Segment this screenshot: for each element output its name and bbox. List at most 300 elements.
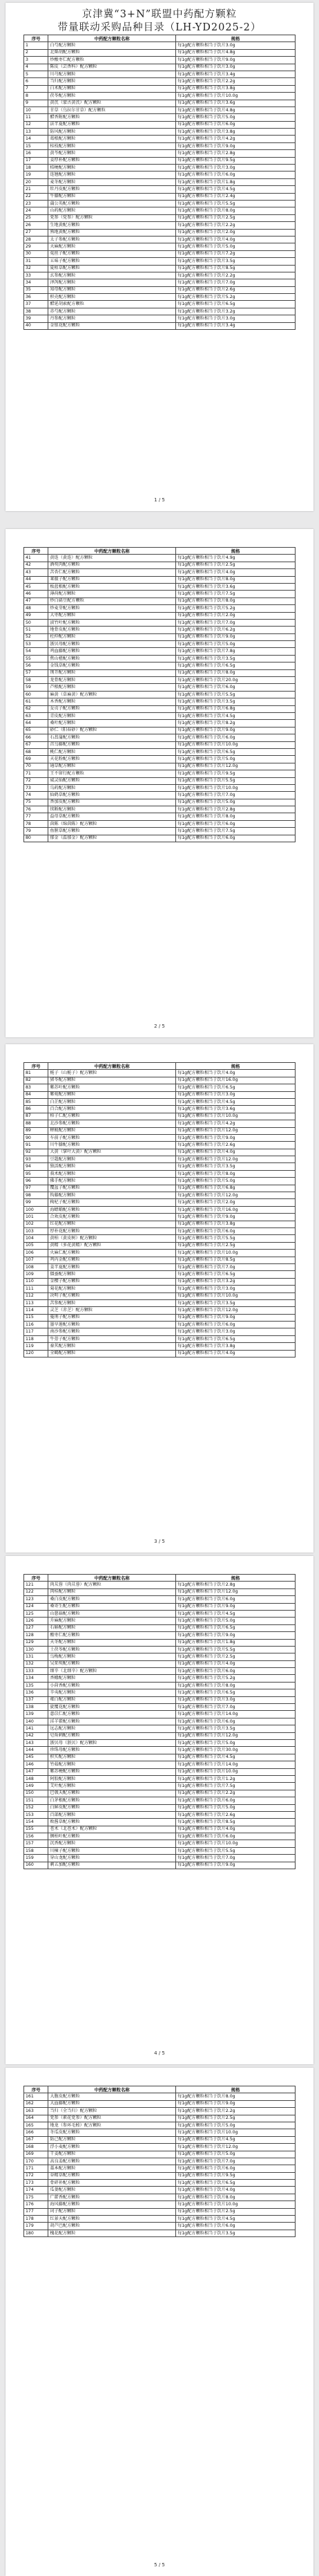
row-number: 152: [24, 1804, 48, 1811]
row-number: 154: [24, 1819, 48, 1826]
table-row: [24, 85, 296, 92]
row-spec: 每1g配方颗粒相当于饮片4.2g: [176, 136, 296, 142]
row-number: 58: [24, 677, 48, 684]
table-row: [24, 172, 296, 178]
row-number: 164: [24, 2115, 48, 2122]
table-row: [24, 2194, 296, 2200]
row-spec: 每1g配方颗粒相当于饮片7.0g: [176, 279, 296, 286]
row-number: 115: [24, 1314, 48, 1321]
row-name: 荆芥配方颗粒: [48, 669, 176, 676]
row-number: 147: [24, 1768, 48, 1775]
row-number: 63: [24, 712, 48, 719]
row-spec: 每1g配方颗粒相当于饮片5.0g: [176, 1739, 296, 1746]
row-name: 蒲公英配方颗粒: [48, 200, 176, 207]
table-row: [24, 627, 296, 633]
row-spec: 每1g配方颗粒相当于饮片2.0g: [176, 1199, 296, 1206]
row-name: 牡丹皮配方颗粒: [48, 186, 176, 193]
row-spec: 每1g配方颗粒相当于饮片7.5g: [176, 591, 296, 597]
row-name: 菊花配方颗粒: [48, 1286, 176, 1292]
row-name: 蔓荆子配方颗粒: [48, 1314, 176, 1321]
row-spec: 每1g配方颗粒相当于饮片20.0g: [176, 677, 296, 684]
table-row: [24, 1335, 296, 1342]
row-number: 83: [24, 1084, 48, 1091]
row-number: 76: [24, 806, 48, 813]
row-name: 知母配方颗粒: [48, 286, 176, 293]
row-name: 巴戟天配方颗粒: [48, 1790, 176, 1797]
row-number: 146: [24, 1761, 48, 1768]
row-number: 136: [24, 1689, 48, 1696]
table-row: [24, 770, 296, 777]
table-row: [24, 1804, 296, 1811]
row-number: 47: [24, 597, 48, 604]
row-spec: 每1g配方颗粒相当于饮片10.0g: [176, 784, 296, 791]
row-spec: 每1g配方颗粒相当于饮片8.0g: [176, 1170, 296, 1177]
row-number: 161: [24, 2093, 48, 2100]
row-name: 连翘配方颗粒: [48, 172, 176, 178]
table-row: [24, 648, 296, 655]
table-row: [24, 655, 296, 662]
row-spec: 每1g配方颗粒相当于饮片3.5g: [176, 698, 296, 705]
table-row: [24, 1178, 296, 1185]
table-row: [24, 142, 296, 149]
row-number: 62: [24, 705, 48, 712]
row-name: 海风藤配方颗粒: [48, 2201, 176, 2208]
row-spec: 每1g配方颗粒相当于饮片3.5g: [176, 1163, 296, 1170]
table-row: [24, 1632, 296, 1639]
row-name: 土茯苓配方颗粒: [48, 1646, 176, 1653]
row-name: 枸杞子配方颗粒: [48, 1199, 176, 1206]
table-row: [24, 562, 296, 568]
catalog-table: [23, 1062, 296, 1358]
row-name: 乌梅配方颗粒: [48, 1653, 176, 1660]
row-number: 149: [24, 1783, 48, 1790]
row-name: 大血藤配方颗粒: [48, 2100, 176, 2107]
row-spec: 每1g配方颗粒相当于饮片9.5g: [176, 2172, 296, 2179]
table-row: [24, 1610, 296, 1617]
row-spec: 每1g配方颗粒相当于饮片4.5g: [176, 2136, 296, 2143]
row-spec: 每1g配方颗粒相当于饮片10.0g: [176, 93, 296, 100]
row-number: 104: [24, 1235, 48, 1242]
row-number: 72: [24, 777, 48, 784]
row-spec: 每1g配方颗粒相当于饮片4.0g: [176, 1149, 296, 1156]
table-row: [24, 1350, 296, 1357]
row-name: 红景天配方颗粒: [48, 2216, 176, 2223]
row-name: 桂枝配方颗粒: [48, 142, 176, 149]
row-spec: 每1g配方颗粒相当于饮片5.0g: [176, 1618, 296, 1624]
row-spec: 每1g配方颗粒相当于饮片2.5g: [176, 2208, 296, 2215]
row-number: 93: [24, 1156, 48, 1163]
row-spec: 每1g配方颗粒相当于饮片8.0g: [176, 576, 296, 583]
row-number: 96: [24, 1178, 48, 1185]
row-number: 41: [24, 555, 48, 562]
row-name: 香加皮配方颗粒: [48, 799, 176, 806]
row-name: 大黄（掌叶大黄）配方颗粒: [48, 1149, 176, 1156]
table-row: [24, 49, 296, 56]
row-number: 120: [24, 1350, 48, 1357]
table-row: [24, 662, 296, 669]
row-number: 128: [24, 1632, 48, 1639]
row-spec: 每1g配方颗粒相当于饮片4.0g: [176, 1070, 296, 1077]
row-spec: 每1g配方颗粒相当于饮片6.0g: [176, 820, 296, 827]
row-name: 鸡内金配方颗粒: [48, 1257, 176, 1263]
row-name: 麦冬配方颗粒: [48, 178, 176, 185]
row-number: 99: [24, 1199, 48, 1206]
table-row: [24, 1668, 296, 1675]
table-row: [24, 121, 296, 128]
row-spec: 每1g配方颗粒相当于饮片9.0g: [176, 142, 296, 149]
table-row: [24, 1214, 296, 1221]
row-spec: 每1g配方颗粒相当于饮片3.0g: [176, 42, 296, 49]
row-spec: 每1g配方颗粒相当于饮片9.0g: [176, 727, 296, 734]
table-row: [24, 1292, 296, 1299]
row-spec: 每1g配方颗粒相当于饮片10.0g: [176, 1292, 296, 1299]
header-number: 序号: [24, 548, 48, 555]
row-name: 冬瓜皮配方颗粒: [48, 2129, 176, 2136]
row-spec: 每1g配方颗粒相当于饮片2.2g: [176, 272, 296, 279]
row-name: 独活配方颗粒: [48, 1163, 176, 1170]
row-number: 65: [24, 727, 48, 734]
row-spec: 每1g配方颗粒相当于饮片5.2g: [176, 294, 296, 301]
row-name: 火麻仁配方颗粒: [48, 1250, 176, 1257]
row-number: 158: [24, 1847, 48, 1854]
table-row: [24, 1185, 296, 1192]
table-row: [24, 2108, 296, 2115]
row-name: 枳壳配方颗粒: [48, 294, 176, 301]
row-spec: 每1g配方颗粒相当于饮片3.8g: [176, 1221, 296, 1227]
header-name: 中药配方颗粒名称: [48, 1575, 176, 1582]
row-spec: 每1g配方颗粒相当于饮片3.6g: [176, 1106, 296, 1113]
row-spec: 每1g配方颗粒相当于饮片3.5g: [176, 655, 296, 662]
row-number: 105: [24, 1242, 48, 1249]
table-row: [24, 2151, 296, 2158]
table-row: [24, 2172, 296, 2179]
row-name: 丹参配方颗粒: [48, 315, 176, 322]
table-row: [24, 1725, 296, 1732]
row-spec: 每1g配方颗粒相当于饮片10.0g: [176, 2129, 296, 2136]
row-name: 僵蚕配方颗粒: [48, 1271, 176, 1278]
row-number: 92: [24, 1149, 48, 1156]
title-line-1: 京津冀“3+N”联盟中药配方颗粒: [81, 9, 238, 20]
row-number: 27: [24, 229, 48, 236]
row-spec: 每1g配方颗粒相当于饮片7.5g: [176, 1783, 296, 1790]
row-name: 防风配方颗粒: [48, 129, 176, 136]
table-row: [24, 1322, 296, 1328]
table-row: [24, 1142, 296, 1149]
row-name: 葛根配方颗粒: [48, 136, 176, 142]
row-number: 113: [24, 1299, 48, 1306]
row-name: 全蝎配方颗粒: [48, 1350, 176, 1357]
row-spec: 每1g配方颗粒相当于饮片6.5g: [176, 1271, 296, 1278]
row-number: 137: [24, 1696, 48, 1703]
row-name: 桑白皮配方颗粒: [48, 1596, 176, 1603]
table-row: [24, 1797, 296, 1804]
row-number: 100: [24, 1206, 48, 1213]
row-number: 90: [24, 1134, 48, 1141]
row-number: 84: [24, 1091, 48, 1098]
row-spec: 每1g配方颗粒相当于饮片8.2g: [176, 720, 296, 727]
table-row: [24, 2208, 296, 2215]
row-name: 当归配方颗粒: [48, 78, 176, 85]
row-number: 70: [24, 763, 48, 770]
row-number: 5: [24, 71, 48, 77]
row-number: 138: [24, 1704, 48, 1711]
row-name: 木香配方颗粒: [48, 698, 176, 705]
row-number: 78: [24, 820, 48, 827]
row-number: 176: [24, 2201, 48, 2208]
row-number: 153: [24, 1811, 48, 1818]
row-number: 95: [24, 1170, 48, 1177]
row-name: 胡芦巴配方颗粒: [48, 2223, 176, 2230]
row-name: 干姜配方颗粒: [48, 2151, 176, 2158]
row-name: 威灵仙配方颗粒: [48, 777, 176, 784]
row-spec: 每1g配方颗粒相当于饮片9.0g: [176, 2100, 296, 2107]
row-number: 43: [24, 569, 48, 576]
table-row: [24, 633, 296, 640]
row-number: 74: [24, 792, 48, 799]
table-row: [24, 799, 296, 806]
row-name: 泽泻配方颗粒: [48, 279, 176, 286]
row-spec: 每1g配方颗粒相当于饮片3.8g: [176, 85, 296, 92]
row-name: 灵芝（赤芝）配方颗粒: [48, 1307, 176, 1314]
row-name: 藁本配方颗粒: [48, 2165, 176, 2172]
table-row: [24, 178, 296, 185]
table-row: [24, 1624, 296, 1631]
row-number: 67: [24, 741, 48, 748]
table-row: [24, 1070, 296, 1077]
row-name: 青皮配方颗粒: [48, 712, 176, 719]
row-spec: 每1g配方颗粒相当于饮片3.8g: [176, 1343, 296, 1350]
row-name: 刺五加配方颗粒: [48, 1862, 176, 1869]
row-name: 茯苓配方颗粒: [48, 93, 176, 100]
row-name: 升麻配方颗粒: [48, 1618, 176, 1624]
table-row: [24, 741, 296, 748]
row-number: 145: [24, 1754, 48, 1761]
row-name: 浮小麦配方颗粒: [48, 2144, 176, 2151]
row-name: 栀子（山栀子）配方颗粒: [48, 1070, 176, 1077]
row-name: 柏子仁配方颗粒: [48, 1113, 176, 1120]
row-name: 钩藤配方颗粒: [48, 1192, 176, 1199]
row-spec: 每1g配方颗粒相当于饮片5.0g: [176, 2151, 296, 2158]
row-number: 165: [24, 2122, 48, 2129]
row-name: 紫苏梗配方颗粒: [48, 1768, 176, 1775]
row-name: 炒酸枣仁配方颗粒: [48, 57, 176, 64]
row-number: 75: [24, 799, 48, 806]
row-number: 33: [24, 272, 48, 279]
row-name: 牛膝配方颗粒: [48, 193, 176, 200]
row-name: 王不留行配方颗粒: [48, 770, 176, 777]
row-name: 酒萸肉配方颗粒: [48, 562, 176, 568]
row-spec: 每1g配方颗粒相当于饮片6.0g: [176, 1227, 296, 1234]
row-name: 郁金（温郁金）配方颗粒: [48, 835, 176, 842]
row-number: 101: [24, 1214, 48, 1221]
table-row: [24, 705, 296, 712]
row-spec: 每1g配方颗粒相当于饮片8.0g: [176, 2093, 296, 2100]
row-number: 129: [24, 1639, 48, 1646]
row-name: 谷精草配方颗粒: [48, 2172, 176, 2179]
table-row: [24, 1696, 296, 1703]
table-row: [24, 207, 296, 214]
table-row: [24, 258, 296, 265]
row-spec: 每1g配方颗粒相当于饮片8.0g: [176, 813, 296, 820]
table-row: [24, 806, 296, 813]
title-line-2: 带量联动采购品种目录（LH-YD2025-2）: [57, 22, 262, 33]
table-row: [24, 322, 296, 329]
row-number: 23: [24, 200, 48, 207]
row-name: 续断配方颗粒: [48, 806, 176, 813]
table-row: [24, 93, 296, 100]
row-spec: 每1g配方颗粒相当于饮片8.0g: [176, 597, 296, 604]
row-number: 142: [24, 1732, 48, 1739]
row-spec: 每1g配方颗粒相当于饮片6.0g: [176, 2223, 296, 2230]
table-row: [24, 1718, 296, 1725]
table-row: [24, 691, 296, 698]
table-row: [24, 2216, 296, 2223]
header-spec: 规格: [176, 2086, 296, 2093]
row-name: 决明子配方颗粒: [48, 1292, 176, 1299]
table-row: [24, 669, 296, 676]
table-row: [24, 1646, 296, 1653]
row-spec: 每1g配方颗粒相当于饮片5.5g: [176, 1847, 296, 1854]
row-name: 龙骨配方颗粒: [48, 677, 176, 684]
table-row: [24, 136, 296, 142]
row-name: 板蓝根配方颗粒: [48, 583, 176, 590]
row-spec: 每1g配方颗粒相当于饮片6.0g: [176, 835, 296, 842]
row-number: 30: [24, 250, 48, 257]
row-number: 167: [24, 2136, 48, 2143]
row-spec: 每1g配方颗粒相当于饮片5.0g: [176, 1804, 296, 1811]
table-row: [24, 106, 296, 113]
row-number: 79: [24, 828, 48, 835]
table-row: [24, 712, 296, 719]
row-number: 9: [24, 100, 48, 106]
row-spec: 每1g配方颗粒相当于饮片12.0g: [176, 763, 296, 770]
row-number: 148: [24, 1775, 48, 1782]
row-spec: 每1g配方颗粒相当于饮片5.2g: [176, 605, 296, 612]
table-header-row: [24, 2086, 296, 2093]
row-number: 11: [24, 114, 48, 121]
row-spec: 每1g配方颗粒相当于饮片6.0g: [176, 1322, 296, 1328]
row-number: 26: [24, 222, 48, 229]
row-spec: 每1g配方颗粒相当于饮片2.8g: [176, 1582, 296, 1588]
row-number: 53: [24, 641, 48, 648]
row-name: 赤芍配方颗粒: [48, 308, 176, 315]
row-spec: 每1g配方颗粒相当于饮片4.5g: [176, 2216, 296, 2223]
row-number: 156: [24, 1833, 48, 1840]
row-name: 山药配方颗粒: [48, 207, 176, 214]
row-name: 浙贝母配方颗粒: [48, 641, 176, 648]
row-number: 139: [24, 1711, 48, 1718]
table-row: [24, 315, 296, 322]
row-spec: 每1g配方颗粒相当于饮片4.5g: [176, 712, 296, 719]
row-spec: 每1g配方颗粒相当于饮片4.2g: [176, 1120, 296, 1127]
row-name: 黄柏（黄皮树）配方颗粒: [48, 1235, 176, 1242]
row-name: 瓜蒌配方颗粒: [48, 2187, 176, 2194]
row-name: 骨碎补配方颗粒: [48, 2180, 176, 2187]
table-row: [24, 1819, 296, 1826]
table-row: [24, 1739, 296, 1746]
row-name: 紫菀配方颗粒: [48, 1091, 176, 1098]
page-number: 2 / 5: [154, 1023, 165, 1029]
row-spec: 每1g配方颗粒相当于饮片6.2g: [176, 627, 296, 633]
row-spec: 每1g配方颗粒相当于饮片6.0g: [176, 1668, 296, 1675]
row-spec: 每1g配方颗粒相当于饮片9.0g: [176, 57, 296, 64]
table-row: [24, 555, 296, 562]
table-row: [24, 698, 296, 705]
row-name: 百合配方颗粒: [48, 1106, 176, 1113]
row-spec: 每1g配方颗粒相当于饮片5.0g: [176, 799, 296, 806]
row-spec: 每1g配方颗粒相当于饮片6.8g: [176, 1185, 296, 1192]
row-spec: 每1g配方颗粒相当于饮片2.2g: [176, 222, 296, 229]
table-row: [24, 1588, 296, 1595]
table-row: [24, 186, 296, 193]
table-row: [24, 2165, 296, 2172]
row-number: 86: [24, 1106, 48, 1113]
row-number: 4: [24, 64, 48, 71]
row-number: 118: [24, 1335, 48, 1342]
row-number: 179: [24, 2223, 48, 2230]
row-number: 21: [24, 186, 48, 193]
table-row: [24, 597, 296, 604]
row-number: 143: [24, 1739, 48, 1746]
table-row: [24, 720, 296, 727]
row-spec: 每1g配方颗粒相当于饮片2.6g: [176, 1811, 296, 1818]
table-row: [24, 756, 296, 763]
table-row: [24, 272, 296, 279]
table-row: [24, 813, 296, 820]
row-name: 鸡血藤配方颗粒: [48, 648, 176, 655]
row-spec: 每1g配方颗粒相当于饮片3.2g: [176, 1278, 296, 1285]
row-name: 乌药配方颗粒: [48, 784, 176, 791]
row-spec: 每1g配方颗粒相当于饮片6.0g: [176, 1596, 296, 1603]
table-row: [24, 1862, 296, 1869]
table-row: [24, 1775, 296, 1782]
row-spec: 每1g配方颗粒相当于饮片4.0g: [176, 1350, 296, 1357]
row-name: 白术配方颗粒: [48, 85, 176, 92]
table-row: [24, 1192, 296, 1199]
row-number: 66: [24, 734, 48, 741]
row-number: 97: [24, 1185, 48, 1192]
table-row: [24, 734, 296, 741]
table-row: [24, 1113, 296, 1120]
catalog-table: [23, 2086, 296, 2237]
catalog-table: [23, 1574, 296, 1869]
row-name: 穿山龙配方颗粒: [48, 1855, 176, 1862]
row-name: 猪苓配方颗粒: [48, 1077, 176, 1084]
table-row: [24, 1582, 296, 1588]
row-number: 106: [24, 1250, 48, 1257]
document-page: [6, 529, 313, 1037]
header-spec: 规格: [176, 1575, 296, 1582]
row-name: 北沙参配方颗粒: [48, 1120, 176, 1127]
row-spec: 每1g配方颗粒相当于饮片12.0g: [176, 1127, 296, 1134]
page-number: 3 / 5: [154, 1539, 165, 1544]
row-name: 熟地黄配方颗粒: [48, 229, 176, 236]
row-spec: 每1g配方颗粒相当于饮片2.0g: [176, 229, 296, 236]
table-row: [24, 1235, 296, 1242]
row-name: 海螵蛸配方颗粒: [48, 1206, 176, 1213]
row-number: 34: [24, 279, 48, 286]
row-number: 40: [24, 322, 48, 329]
row-spec: 每1g配方颗粒相当于饮片3.5g: [176, 2230, 296, 2236]
table-row: [24, 1840, 296, 1847]
row-number: 42: [24, 562, 48, 568]
table-row: [24, 57, 296, 64]
row-name: 枳实配方颗粒: [48, 1754, 176, 1761]
row-spec: 每1g配方颗粒相当于饮片10.0g: [176, 1113, 296, 1120]
row-number: 45: [24, 583, 48, 590]
row-name: 细辛（北细辛）配方颗粒: [48, 1668, 176, 1675]
row-name: 仙鹤草配方颗粒: [48, 792, 176, 799]
